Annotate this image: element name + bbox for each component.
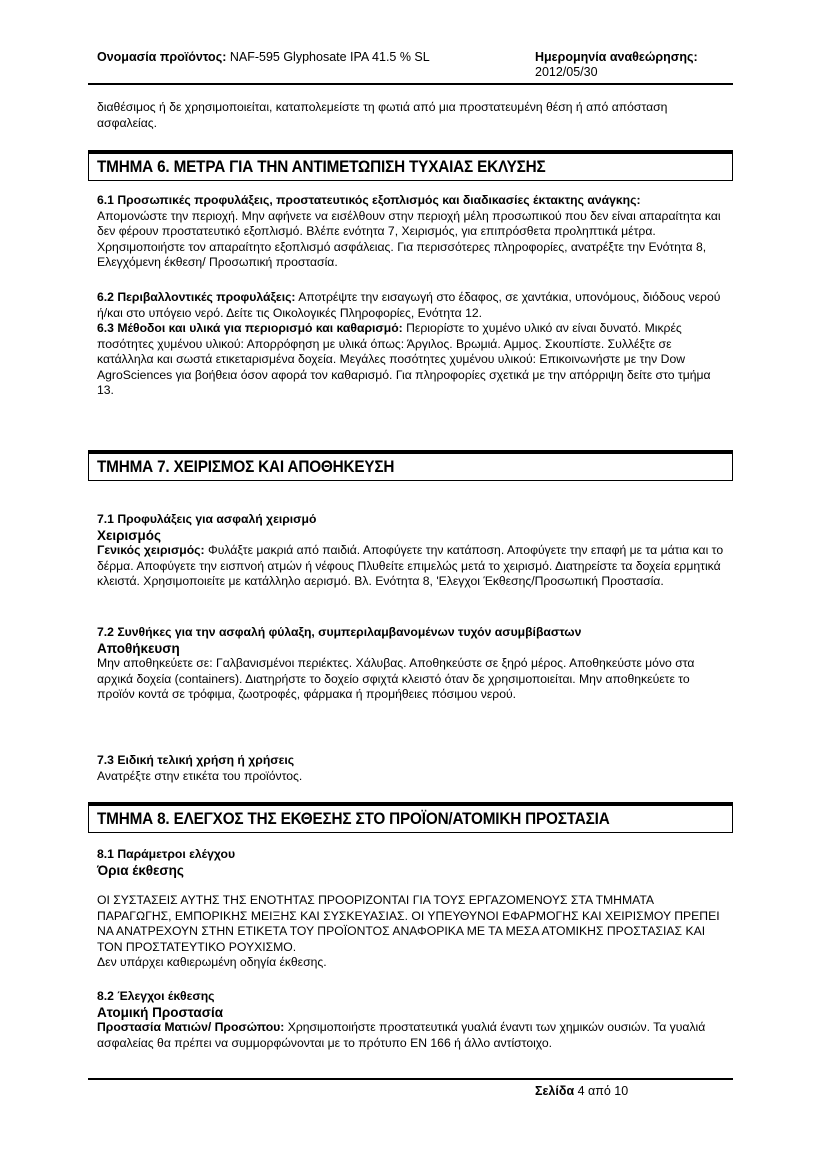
s71-bold: Γενικός χειρισμός:	[97, 543, 205, 558]
s62-text: Αποτρέψτε την εισαγωγή στο έδαφος, σε χαντάκια, υπονόμους, διόδους νερού ή/και στο υπόγειο νερό. Δείτε τις Οικολογικές Πληροφορίες, Ενότητα 12.	[97, 290, 721, 320]
section-7-1	[97, 512, 727, 590]
s71-text: Φυλάξτε μακριά από παιδιά. Αποφύγετε την κατάποση. Αποφύγετε την επαφή με τα μάτια και το δέρμα. Αποφύγετε την εισπνοή ατμών ή νέφους Πλυθείτε επιμελώς μετά το χειρισμό. Διατηρείστε τα δοχεία ερμητικά κλειστά. Χρησιμοποιείτε με κατάλληλο αερισμό. Βλ. Ενότητα 8, 'Ελεγχοι Έκθεσης/Προσωπική Προστασία.	[97, 543, 724, 589]
section-8-title: ΤΜΗΜΑ 8. ΕΛΕΓΧΟΣ ΤΗΣ ΕΚΘΕΣΗΣ ΣΤΟ ΠΡΟΪΟΝ/ΑΤΟΜΙΚΗ ΠΡΟΣΤΑΣΙΑ	[97, 809, 610, 828]
s81-label: 8.1 Παράμετροι ελέγχου	[97, 847, 236, 861]
s82-bold: Προστασία Ματιών/ Προσώπου:	[97, 1020, 285, 1035]
s73-label: 7.3 Ειδική τελική χρήση ή χρήσεις	[97, 753, 295, 767]
section-7-3	[97, 753, 727, 784]
section-8-heading	[88, 802, 733, 833]
s72-text: Μην αποθηκεύετε σε: Γαλβανισμένοι περιέκτες. Χάλυβας. Αποθηκεύστε σε ξηρό μέρος. Αποθηκεύστε μόνο στα αρχικά δοχεία (containers). Διατηρήστε το δοχείο σφιχτά κλειστό όταν δε χρησιμοποιείται. Μην αποθηκεύετε το προϊόν κοντά σε τρόφιμα, ζωοτροφές, φάρμακα ή προμήθειες πόσιμου νερού.	[97, 656, 695, 702]
s71-subheading: Χειρισμός	[97, 527, 162, 543]
s61-text: Απομονώστε την περιοχή. Μην αφήνετε να εισέλθουν στην περιοχή μέλη προσωπικού που δεν είναι απαραίτητα και δεν φέρουν προστατευτικό εξοπλισμό. Βλέπε ενότητα 7, Χειρισμός, για επιπρόσθετα προληπτικά μέτρα. Χρησιμοποιήστε τον απαραίτητο εξοπλισμό ασφάλειας. Για περισσότερες πληροφορίες, ανατρέξτε την Ενότητα 8, Ελεγχόμενη έκθεση/ Προσωπική προστασία.	[97, 208, 721, 270]
footer-rule	[88, 1078, 733, 1080]
section-6-title: ΤΜΗΜΑ 6. ΜΕΤΡΑ ΓΙΑ ΤΗΝ ΑΝΤΙΜΕΤΩΠΙΣΗ ΤΥΧΑΙΑΣ ΕΚΛΥΣΗΣ	[97, 157, 546, 176]
s62-label: 6.2 Περιβαλλοντικές προφυλάξεις:	[97, 290, 296, 304]
section-7-title: ΤΜΗΜΑ 7. ΧΕΙΡΙΣΜΟΣ ΚΑΙ ΑΠΟΘΗΚΕΥΣΗ	[97, 457, 395, 476]
s81-text: ΟΙ ΣΥΣΤΑΣΕΙΣ ΑΥΤΗΣ ΤΗΣ ΕΝΟΤΗΤΑΣ ΠΡΟΟΡΙΖΟΝΤΑΙ ΓΙΑ ΤΟΥΣ ΕΡΓΑΖΟΜΕΝΟΥΣ ΣΤΑ ΤΜΗΜΑΤΑ ΠΑΡΑΓΩΓΗΣ, ΕΜΠΟΡΙΚΗΣ ΜΕΙΞΗΣ ΚΑΙ ΣΥΣΚΕΥΑΣΙΑΣ. ΟΙ ΥΠΕΥΘΥΝΟΙ ΕΦΑΡΜΟΓΗΣ ΚΑΙ ΧΕΙΡΙΣΜΟΥ ΠΡΕΠΕΙ ΝΑ ΑΝΑΤΡΕΧΟΥΝ ΣΤΗΝ ΕΤΙΚΕΤΑ ΤΟΥ ΠΡΟΪΟΝΤΟΣ ΑΝΑΦΟΡΙΚΑ ΜΕ ΤΑ ΜΕΣΑ ΑΤΟΜΙΚΗΣ ΠΡΟΣΤΑΣΙΑΣ ΚΑΙ ΤΟΝ ΠΡΟΣΤΑΤΕΥΤΙΚΟ ΡΟΥΧΙΣΜΟ.	[97, 893, 720, 954]
section-6-3	[97, 321, 727, 399]
s71-label: 7.1 Προφυλάξεις για ασφαλή χειρισμό	[97, 512, 317, 526]
s81-text2: Δεν υπάρχει καθιερωμένη οδηγία έκθεσης.	[97, 955, 327, 970]
s73-text: Ανατρέξτε στην ετικέτα του προϊόντος.	[97, 768, 303, 783]
header-revision	[535, 50, 698, 80]
s82-label: 8.2 Έλεγχοι έκθεσης	[97, 989, 215, 1003]
section-7-2	[97, 625, 727, 703]
s63-text: Περιορίστε το χυμένο υλικό αν είναι δυνατό. Μικρές ποσότητες χυμένου υλικού: Απορρόφηση με υλικά όπως: Άργιλος. Βρωμιά. Αμμος. Σκουπίστε. Συλλέξτε σε κατάλληλα και σωστά ετικεταρισμένα δοχεία. Μεγάλες ποσότητες χυμένου υλικού: Επικοινωνήστε με την Dow AgroSciences για βοήθεια όσον αφορά τον καθαρισμό. Για πληροφορίες σχετικά με την απόρριψη δείτε στο τμήμα 13.	[97, 321, 711, 398]
product-value: NAF-595 Glyphosate IPA 41.5 % SL	[229, 50, 430, 64]
s82-subheading: Ατομική Προστασία	[97, 1004, 223, 1020]
section-6-1	[97, 193, 727, 271]
intro-paragraph: διαθέσιμος ή δε χρησιμοποιείται, καταπολεμείστε τη φωτιά από μια προστατευμένη θέση ή από απόσταση ασφαλείας.	[97, 100, 668, 130]
s72-subheading: Αποθήκευση	[97, 640, 180, 656]
revision-label: Ημερομηνία αναθεώρησης:	[535, 50, 698, 64]
section-8-1-body	[97, 893, 727, 971]
product-label: Ονομασία προϊόντος:	[97, 50, 227, 64]
s72-label: 7.2 Συνθήκες για την ασφαλή φύλαξη, συμπεριλαμβανομένων τυχόν ασυμβίβαστων	[97, 625, 582, 639]
page-value: 4 από 10	[577, 1084, 629, 1098]
section-8-2	[97, 989, 727, 1051]
page-label: Σελίδα	[535, 1084, 575, 1098]
s82-text: Χρησιμοποιήστε προστατευτικά γυαλιά έναντι των χημικών ουσιών. Τα γυαλιά ασφαλείας θα πρέπει να συμμορφώνονται με το πρότυπο EN 166 ή άλλο αντίστοιχο.	[97, 1020, 706, 1050]
section-7-heading	[88, 450, 733, 481]
page-number	[535, 1084, 628, 1098]
section-6-heading	[88, 150, 733, 181]
revision-value: 2012/05/30	[535, 65, 598, 79]
s81-subheading: Όρια έκθεσης	[97, 862, 184, 878]
s63-label: 6.3 Μέθοδοι και υλικά για περιορισμό και καθαρισμό:	[97, 321, 403, 335]
header-rule	[88, 83, 733, 85]
section-8-1	[97, 847, 727, 878]
header-product	[97, 50, 430, 64]
section-6-2	[97, 290, 727, 321]
s61-label: 6.1 Προσωπικές προφυλάξεις, προστατευτικός εξοπλισμός και διαδικασίες έκτακτης ανάγκης:	[97, 193, 641, 207]
